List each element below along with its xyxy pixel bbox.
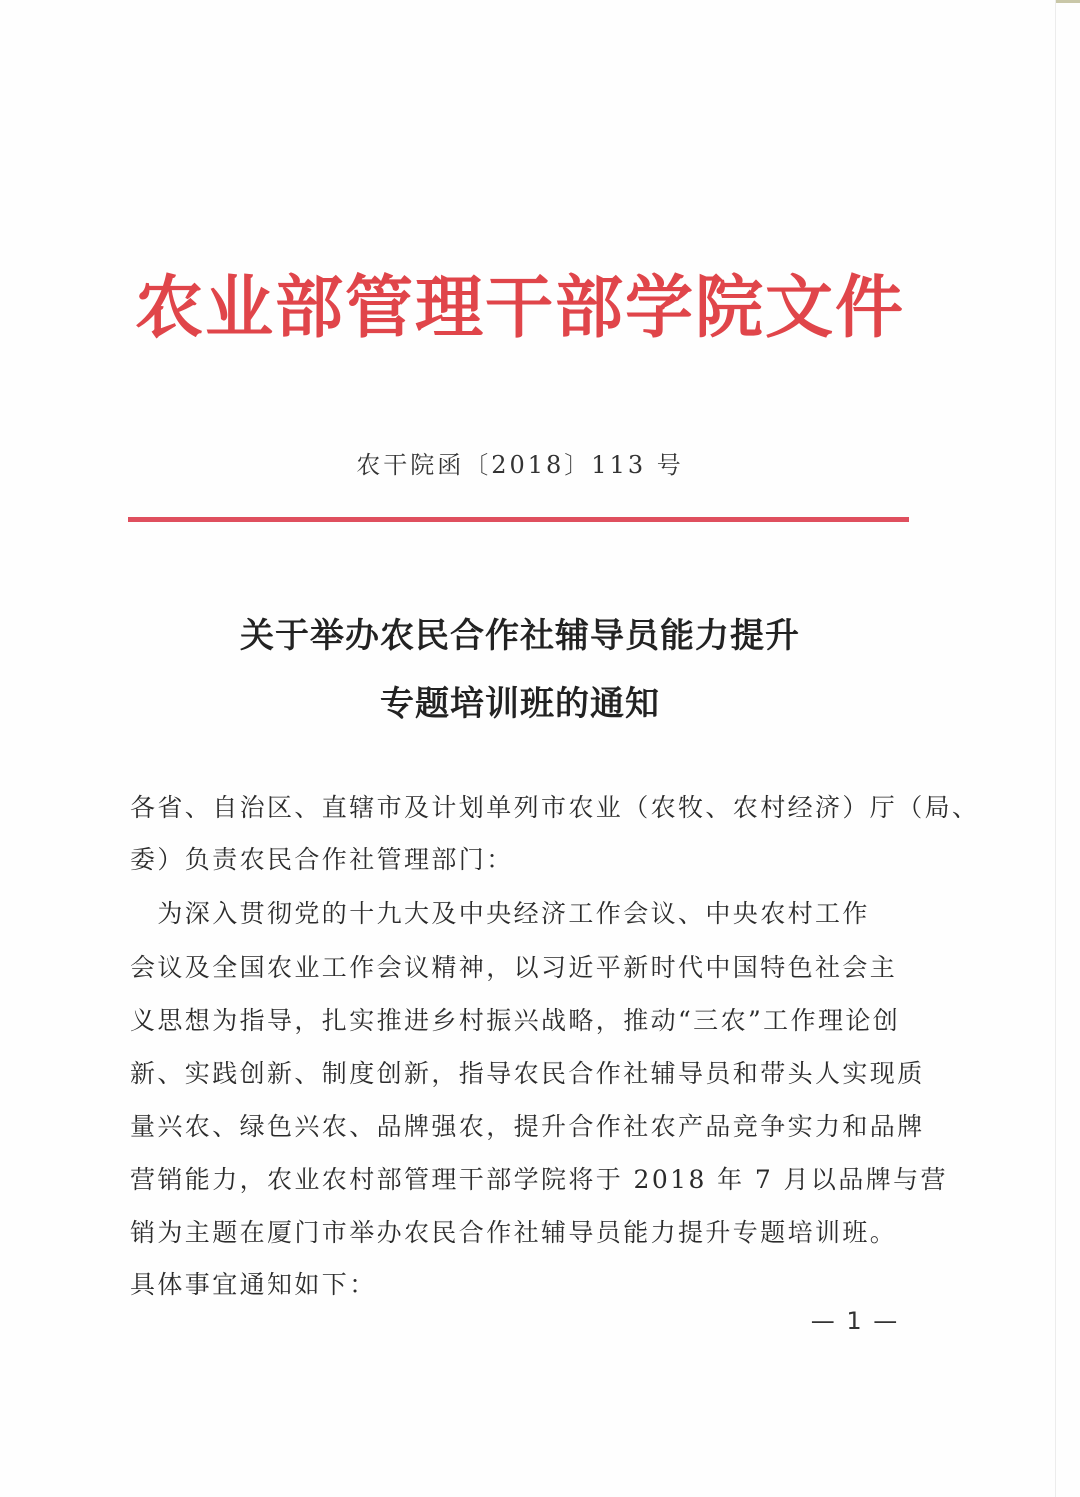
scan-edge-line (1055, 0, 1056, 1497)
body-line-5: 量兴农、绿色兴农、品牌强农，提升合作社农产品竞争实力和品牌 (130, 1112, 925, 1141)
document-number: 农干院函〔2018〕113 号 (356, 451, 684, 479)
body-line-3: 义思想为指导，扎实推进乡村振兴战略，推动“三农”工作理论创 (130, 1006, 901, 1035)
page-number: — 1 — (810, 1307, 900, 1335)
issuer-header: 农业部管理干部学院文件 (134, 268, 905, 348)
notice-title-line-1: 关于举办农民合作社辅导员能力提升 (240, 616, 800, 656)
body-line-2: 会议及全国农业工作会议精神，以习近平新时代中国特色社会主 (130, 953, 898, 982)
salutation-line-2: 委）负责农民合作社管理部门： (130, 845, 514, 874)
body-line-8: 具体事宜通知如下： (130, 1270, 377, 1299)
body-line-1: 为深入贯彻党的十九大及中央经济工作会议、中央农村工作 (130, 899, 870, 928)
body-line-6: 营销能力，农业农村部管理干部学院将于 2018 年 7 月以品牌与营 (130, 1165, 948, 1194)
scan-corner-mark (1056, 0, 1080, 3)
red-divider-rule (128, 517, 909, 522)
notice-title-line-2: 专题培训班的通知 (380, 684, 660, 724)
salutation-line-1: 各省、自治区、直辖市及计划单列市农业（农牧、农村经济）厅（局、 (130, 793, 980, 822)
body-line-4: 新、实践创新、制度创新，指导农民合作社辅导员和带头人实现质 (130, 1059, 925, 1088)
body-line-7: 销为主题在厦门市举办农民合作社辅导员能力提升专题培训班。 (130, 1218, 898, 1247)
